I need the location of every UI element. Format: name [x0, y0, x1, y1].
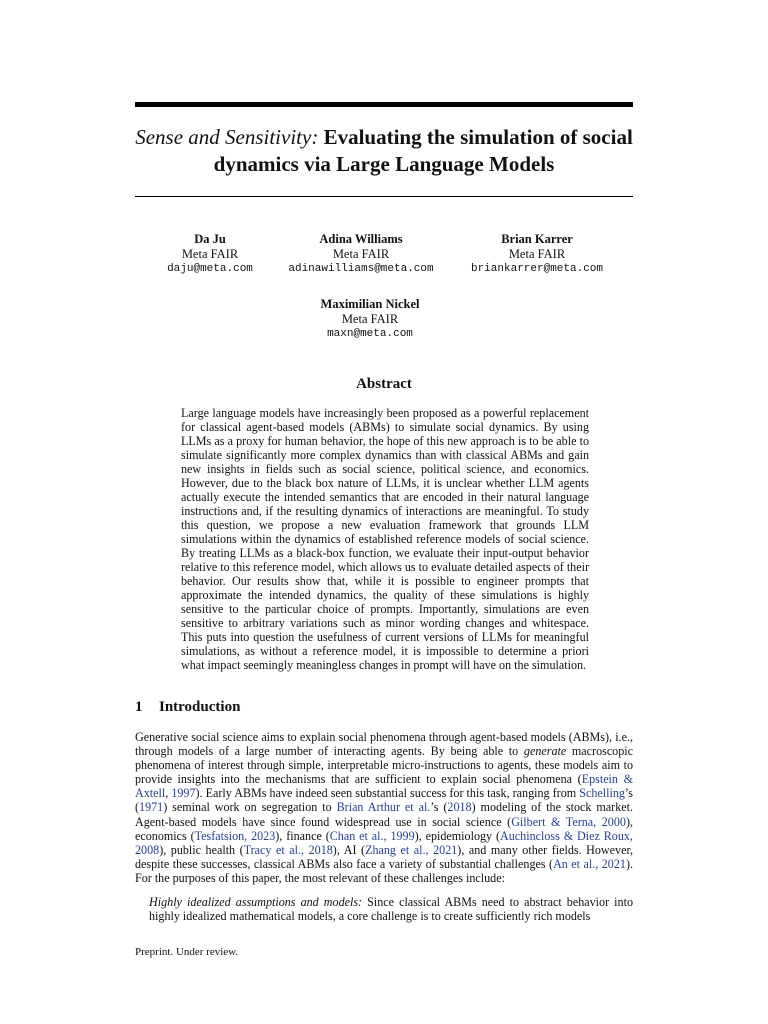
citation-link[interactable]: Schelling — [579, 786, 625, 801]
citation-link[interactable]: Brian Arthur et al. — [336, 800, 431, 815]
section-heading — [135, 699, 240, 716]
intro-text: ), and many other fields. However, despite these successes, classical ABMs also face a variety of substantial challenges ( — [135, 842, 634, 871]
assumption-text: Since classical ABMs need to abstract behavior into highly idealized mathematical models, a core challenge is to create sufficiently rich models — [149, 895, 633, 924]
intro-emphasis: generate — [523, 744, 567, 759]
citation-link[interactable]: Zhang et al., 2021 — [365, 842, 458, 857]
citation-link[interactable]: Auchincloss & Diez Roux, 2008 — [135, 828, 633, 857]
citation-link[interactable]: An et al., 2021 — [553, 856, 626, 871]
author-email[interactable]: briankarrer@meta.com — [470, 263, 604, 275]
intro-text: ), public health ( — [159, 842, 244, 857]
intro-text: ). For the purposes of this paper, the most relevant of these challenges include: — [135, 856, 633, 885]
author-email[interactable]: maxn@meta.com — [327, 328, 413, 340]
intro-text: ), finance ( — [275, 828, 330, 843]
citation-link[interactable]: Gilbert & Terna, 2000 — [511, 814, 626, 829]
intro-paragraph — [135, 730, 633, 885]
author-affiliation: Meta FAIR — [508, 247, 566, 261]
intro-text: , — [165, 786, 172, 801]
author-name: Da Ju — [194, 232, 226, 246]
intro-text: ) modeling of the stock market. Agent-based models have since found widespread use in social science ( — [135, 800, 633, 829]
author-email[interactable]: adinawilliams@meta.com — [288, 263, 434, 275]
intro-text: ), epidemiology ( — [414, 828, 501, 843]
author-block — [261, 232, 461, 277]
intro-text: ’s ( — [135, 786, 633, 815]
title-main: Evaluating the simulation of social dynamics via Large Language Models — [213, 125, 633, 176]
author-block — [270, 297, 470, 342]
assumption-label: Highly idealized assumptions and models: — [149, 895, 363, 909]
assumption-paragraph — [149, 895, 633, 923]
citation-link[interactable]: 1997 — [171, 786, 196, 801]
footer-note: Preprint. Under review. — [135, 946, 239, 958]
intro-text: ) seminal work on segregation to — [163, 800, 337, 815]
intro-text: ). Early ABMs have indeed seen substantial success for this task, ranging from — [195, 786, 580, 801]
paper-title — [135, 124, 633, 178]
citation-link[interactable]: Epstein & Axtell — [135, 772, 633, 801]
abstract-heading: Abstract — [356, 376, 412, 392]
intro-text: macroscopic phenomena of interest through simple, interpretable micro-instructions to agents, these models aim to provide insights into the mechanisms that are sufficient to explain social phenomena ( — [135, 744, 634, 787]
citation-link[interactable]: 1971 — [139, 800, 164, 815]
title-bottom-rule — [135, 196, 633, 197]
intro-text: Generative social science aims to explain social phenomena through agent-based models (ABMs), i.e., through models of a large number of interacting agents. By being able to — [135, 730, 633, 759]
author-affiliation: Meta FAIR — [341, 312, 399, 326]
author-affiliation: Meta FAIR — [332, 247, 390, 261]
title-italic: Sense and Sensitivity: — [135, 125, 319, 149]
intro-text: ’s ( — [430, 800, 448, 815]
citation-link[interactable]: Tesfatsion, 2023 — [194, 828, 276, 843]
citation-link[interactable]: Tracy et al., 2018 — [243, 842, 333, 857]
author-name: Adina Williams — [319, 232, 403, 246]
intro-text: ), economics ( — [135, 814, 634, 843]
section-title: Introduction — [159, 699, 241, 715]
author-name: Maximilian Nickel — [320, 297, 420, 311]
citation-link[interactable]: 2018 — [447, 800, 472, 815]
section-number: 1 — [135, 699, 143, 715]
citation-link[interactable]: Chan et al., 1999 — [329, 828, 415, 843]
top-rule — [135, 102, 633, 107]
author-email[interactable]: daju@meta.com — [167, 263, 253, 275]
author-block — [437, 232, 637, 277]
abstract-text: Large language models have increasingly been proposed as a powerful replacement for classical agent-based models (ABMs) to simulate social dynamics. By using LLMs as a proxy for human behavior, the hope of this new approach is to be able to simulate significantly more complex dynamics than with classical ABMs and gain new insights in fields such as social science, political science, and economics. However, due to the black box nature of LLMs, it is unclear whether LLM agents actually execute the intended semantics that are encoded in their natural language instructions and, if the resulting dynamics of interactions are meaningful. To study this question, we propose a new evaluation framework that grounds LLM simulations within the dynamics of established reference models of social science. By treating LLMs as a black-box function, we evaluate their input-output behavior relative to this reference model, which allows us to evaluate detailed aspects of their behavior. Our results show that, while it is possible to engineer prompts that approximate the intended dynamics, the quality of these simulations is highly sensitive to the particular choice of prompts. Importantly, simulations are even sensitive to arbitrary variations such as minor wording changes and whitespace. This puts into question the usefulness of current versions of LLMs for meaningful simulations, as without a reference model, it is impossible to determine a priori what impact seemingly meaningless changes in prompt will have on the simulation. — [181, 406, 589, 672]
author-name: Brian Karrer — [501, 232, 573, 246]
intro-text: ), AI ( — [332, 842, 366, 857]
author-affiliation: Meta FAIR — [181, 247, 239, 261]
